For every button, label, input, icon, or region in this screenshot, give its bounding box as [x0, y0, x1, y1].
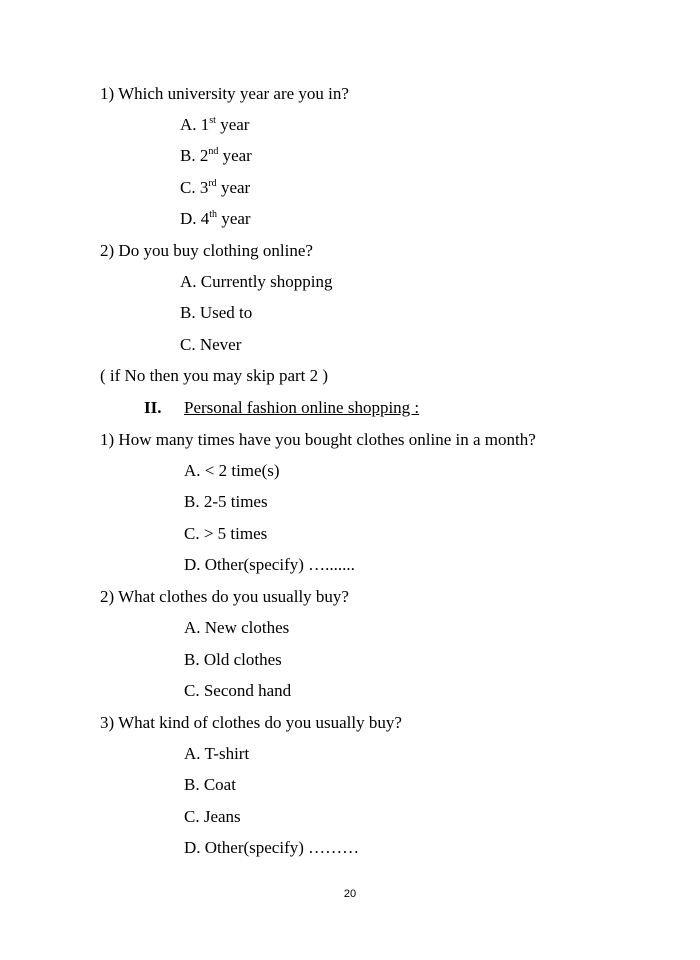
section-title: Personal fashion online shopping :: [184, 398, 420, 417]
option-second-hand: C. Second hand: [184, 681, 292, 700]
option-other-specify-1: D. Other(specify) ….......: [184, 555, 355, 574]
option-year-4: D. 4th year: [180, 209, 251, 228]
option-less-2-times: A. < 2 time(s): [184, 461, 280, 480]
option-old-clothes: B. Old clothes: [184, 650, 282, 669]
question-2-buy-online: 2) Do you buy clothing online?: [100, 241, 313, 260]
option-jeans: C. Jeans: [184, 807, 241, 826]
skip-note: ( if No then you may skip part 2 ): [100, 366, 329, 385]
question-what-clothes: 2) What clothes do you usually buy?: [100, 587, 349, 606]
option-never: C. Never: [180, 335, 242, 354]
option-year-2: B. 2nd year: [180, 146, 252, 165]
section-number: II.: [144, 398, 162, 417]
question-1-year: 1) Which university year are you in?: [100, 84, 349, 103]
option-used-to: B. Used to: [180, 303, 253, 322]
page-number: 20: [343, 888, 357, 900]
option-coat: B. Coat: [184, 775, 236, 794]
option-year-1: A. 1st year: [180, 115, 250, 134]
option-2-5-times: B. 2-5 times: [184, 492, 268, 511]
option-new-clothes: A. New clothes: [184, 618, 290, 637]
option-currently-shopping: A. Currently shopping: [180, 272, 333, 291]
option-other-specify-2: D. Other(specify) ………: [184, 838, 360, 857]
option-year-3: C. 3rd year: [180, 178, 251, 197]
option-t-shirt: A. T-shirt: [184, 744, 250, 763]
option-more-5-times: C. > 5 times: [184, 524, 268, 543]
question-kind-of-clothes: 3) What kind of clothes do you usually buy?: [100, 713, 402, 732]
question-times-per-month: 1) How many times have you bought clothes online in a month?: [100, 430, 536, 449]
